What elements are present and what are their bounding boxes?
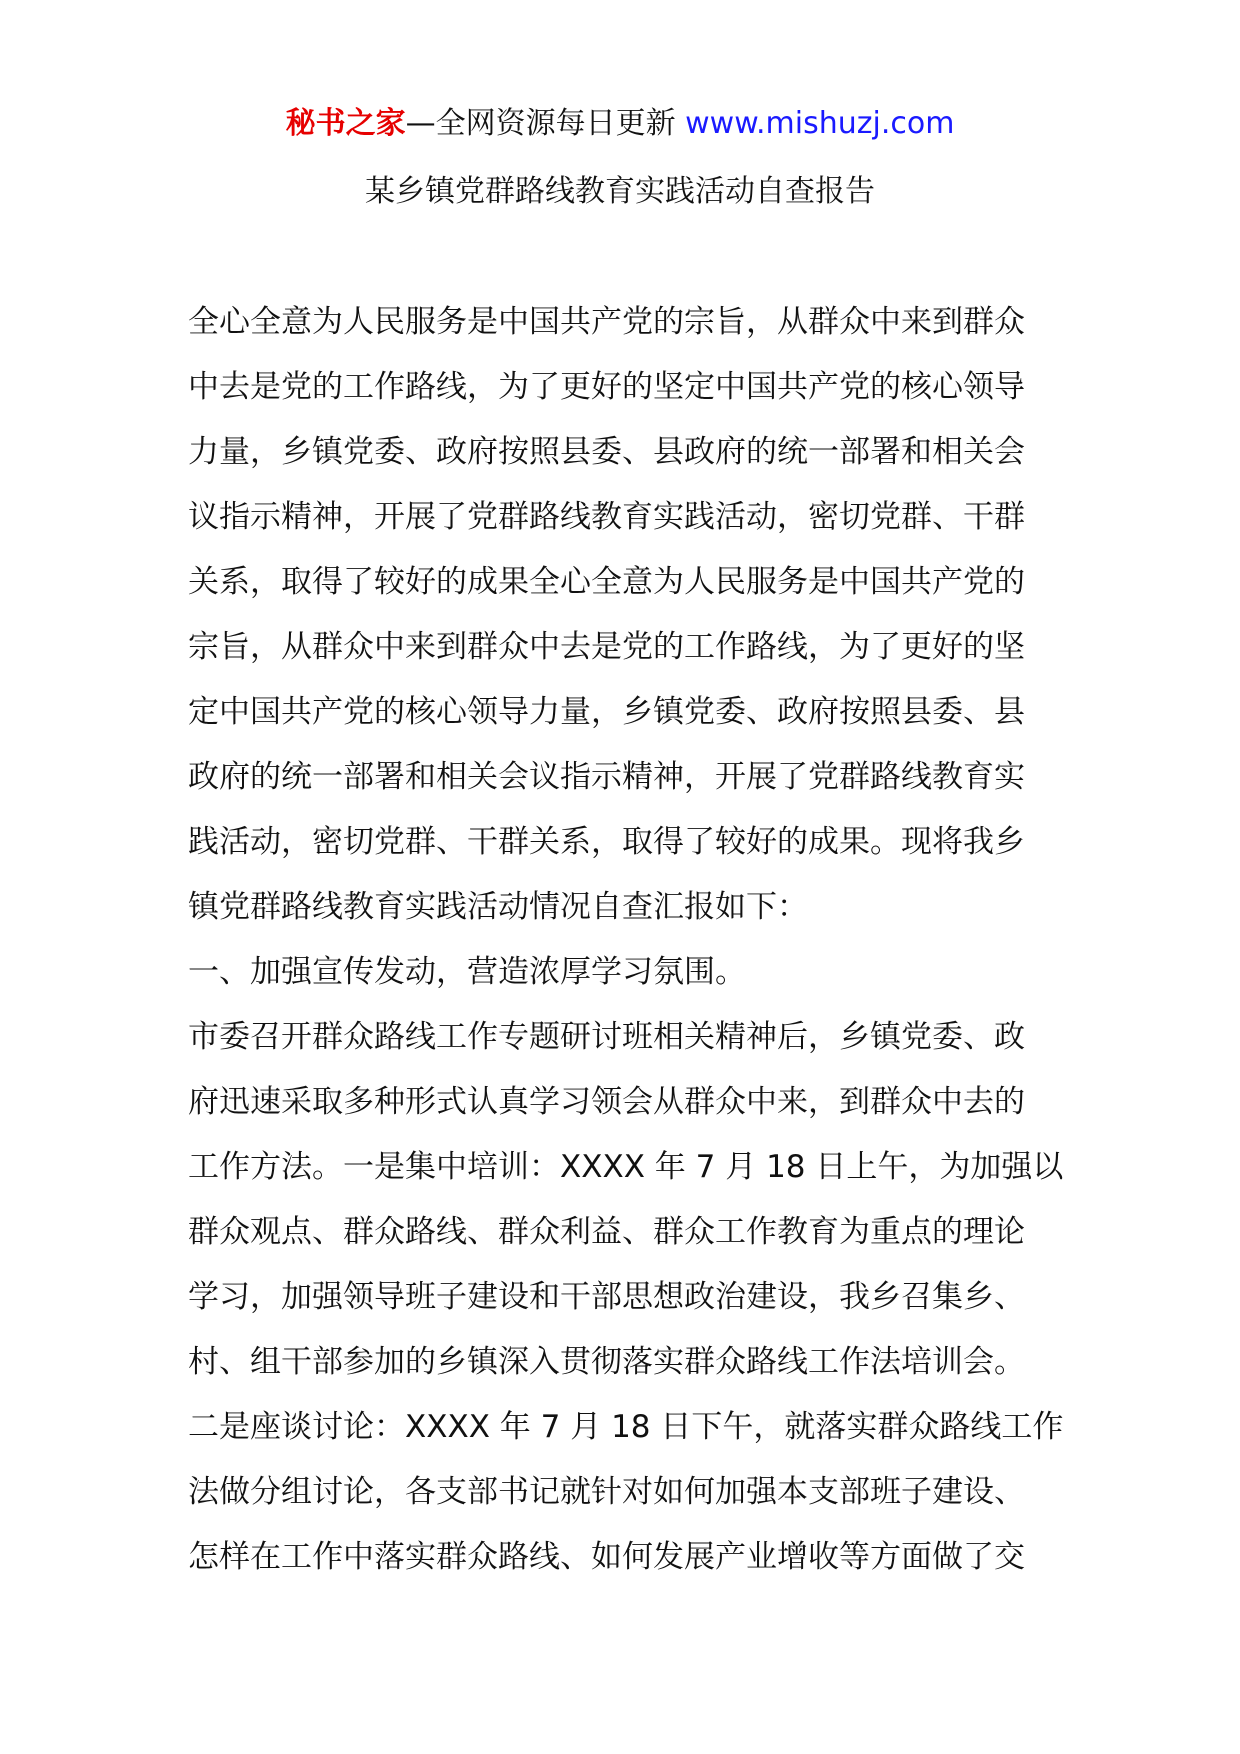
body-line: 践活动，密切党群、干群关系，取得了较好的成果。现将我乡 bbox=[188, 824, 1025, 860]
body-line: 二是座谈讨论：XXXX 年 7 月 18 日下午，就落实群众路线工作 bbox=[188, 1409, 1064, 1445]
body-line: 中去是党的工作路线，为了更好的坚定中国共产党的核心领导 bbox=[188, 369, 1025, 405]
brand-name: 秘书之家 bbox=[285, 106, 406, 141]
body-line: 市委召开群众路线工作专题研讨班相关精神后，乡镇党委、政 bbox=[188, 1019, 1025, 1055]
body-line: 政府的统一部署和相关会议指示精神，开展了党群路线教育实 bbox=[188, 759, 1025, 795]
body-line: 力量，乡镇党委、政府按照县委、县政府的统一部署和相关会 bbox=[188, 434, 1025, 470]
section-heading: 一、加强宣传发动，营造浓厚学习氛围。 bbox=[188, 954, 746, 990]
body-line: 群众观点、群众路线、群众利益、群众工作教育为重点的理论 bbox=[188, 1214, 1025, 1250]
body-line: 关系，取得了较好的成果全心全意为人民服务是中国共产党的 bbox=[188, 564, 1025, 600]
body-line: 府迅速采取多种形式认真学习领会从群众中来，到群众中去的 bbox=[188, 1084, 1025, 1120]
site-header bbox=[0, 102, 1240, 146]
body-line: 全心全意为人民服务是中国共产党的宗旨，从群众中来到群众 bbox=[188, 304, 1025, 340]
header-tagline: —全网资源每日更新 bbox=[405, 106, 686, 141]
body-line: 宗旨，从群众中来到群众中去是党的工作路线，为了更好的坚 bbox=[188, 629, 1025, 665]
body-line: 工作方法。一是集中培训：XXXX 年 7 月 18 日上午，为加强以 bbox=[188, 1149, 1064, 1185]
body-line: 定中国共产党的核心领导力量，乡镇党委、政府按照县委、县 bbox=[188, 694, 1025, 730]
body-line: 议指示精神，开展了党群路线教育实践活动，密切党群、干群 bbox=[188, 499, 1025, 535]
site-url-link[interactable]: www.mishuzj.com bbox=[685, 106, 955, 141]
body-line: 怎样在工作中落实群众路线、如何发展产业增收等方面做了交 bbox=[188, 1539, 1025, 1575]
body-line: 村、组干部参加的乡镇深入贯彻落实群众路线工作法培训会。 bbox=[188, 1344, 1025, 1380]
body-line: 法做分组讨论，各支部书记就针对如何加强本支部班子建设、 bbox=[188, 1474, 1025, 1510]
body-line: 镇党群路线教育实践活动情况自查汇报如下： bbox=[188, 889, 808, 925]
body-line: 学习，加强领导班子建设和干部思想政治建设，我乡召集乡、 bbox=[188, 1279, 1025, 1315]
document-body bbox=[188, 300, 1068, 1600]
document-title: 某乡镇党群路线教育实践活动自查报告 bbox=[365, 174, 875, 209]
